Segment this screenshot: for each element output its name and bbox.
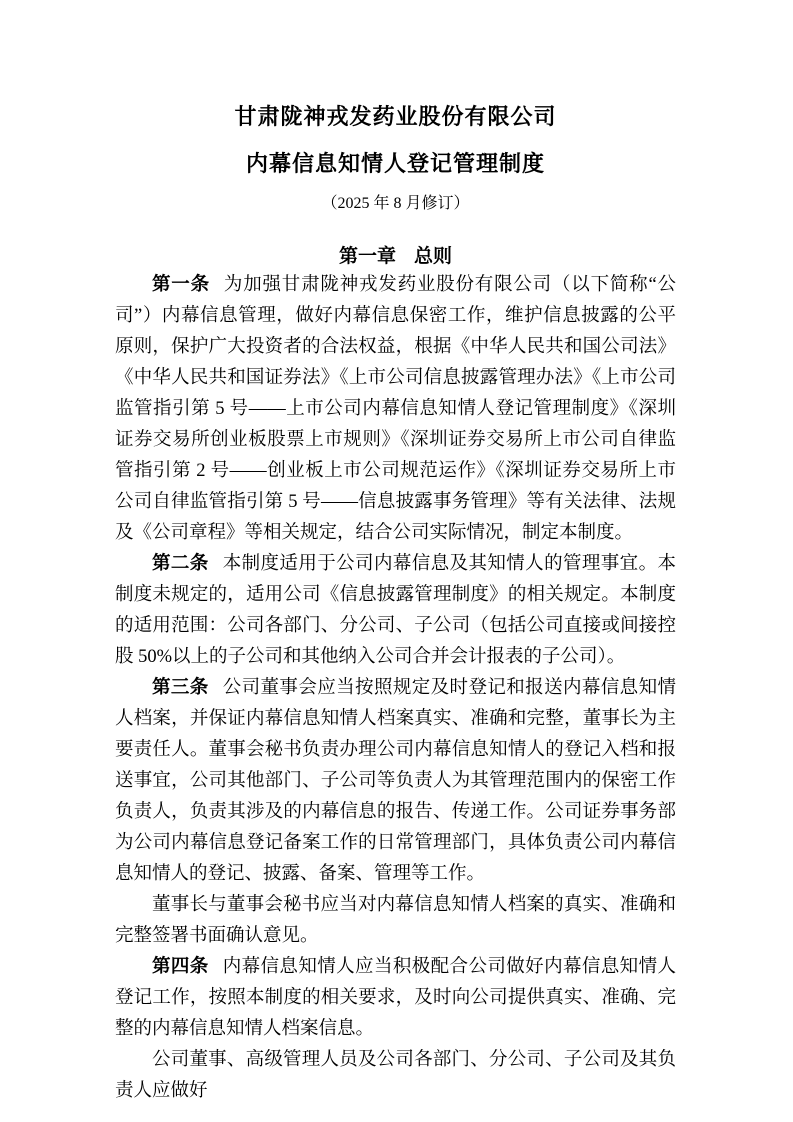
paragraph-article-1 [115, 270, 676, 549]
chapter-number: 第一章 [338, 246, 396, 267]
chapter-title: 总则 [414, 246, 453, 267]
paragraph-article-4-continued [115, 1045, 676, 1107]
article-3b-text: 董事长与董事会秘书应当对内幕信息知情人档案的真实、准确和完整签署书面确认意见。 [115, 895, 676, 946]
paragraph-article-3-continued [115, 890, 676, 952]
article-2-text: 本制度适用于公司内幕信息及其知情人的管理事宜。本制度未规定的，适用公司《信息披露管理制度》的相关规定。本制度的适用范围：公司各部门、分公司、子公司（包括公司直接或间接控股 50%以上的子公司和其他纳入公司合并会计报表的子公司）。 [115, 554, 676, 667]
article-4-text: 内幕信息知情人应当积极配合公司做好内幕信息知情人登记工作，按照本制度的相关要求，及时向公司提供真实、准确、完整的内幕信息知情人档案信息。 [115, 957, 676, 1039]
document-title: 甘肃陇神戎发药业股份有限公司 [234, 104, 557, 129]
paragraph-article-2 [115, 549, 676, 673]
document-subtitle: 内幕信息知情人登记管理制度 [245, 151, 545, 176]
revision-note: （2025 年 8 月修订） [321, 195, 470, 212]
chapter-heading [115, 244, 676, 270]
article-1-label: 第一条 [152, 275, 210, 295]
article-3-label: 第三条 [152, 678, 209, 698]
article-4-label: 第四条 [152, 957, 209, 977]
article-1-text: 为加强甘肃陇神戎发药业股份有限公司（以下简称“公司”）内幕信息管理，做好内幕信息保密工作，维护信息披露的公平原则，保护广大投资者的合法权益，根据《中华人民共和国公司法》《中华人民共和国证券法》《上市公司信息披露管理办法》《上市公司监管指引第 5 号——上市公司内幕信息知情人登记管理制度》《深圳证券交易所创业板股票上市规则》《深圳证券交易所上市公司自律监管指引第 2 号——创业板上市公司规范运作》《深圳证券交易所上市公司自律监管指引第 5 号——信息披露事务管理》等有关法律、法规及《公司章程》等相关规定，结合公司实际情况，制定本制度。 [115, 275, 676, 543]
article-3-text: 公司董事会应当按照规定及时登记和报送内幕信息知情人档案，并保证内幕信息知情人档案真实、准确和完整，董事长为主要责任人。董事会秘书负责办理公司内幕信息知情人的登记入档和报送事宜，公司其他部门、子公司等负责人为其管理范围内的保密工作负责人，负责其涉及的内幕信息的报告、传递工作。公司证券事务部为公司内幕信息登记备案工作的日常管理部门，具体负责公司内幕信息知情人的登记、披露、备案、管理等工作。 [115, 678, 676, 884]
paragraph-article-3 [115, 673, 676, 890]
paragraph-article-4 [115, 952, 676, 1045]
document-body [115, 270, 676, 1107]
article-4b-text: 公司董事、高级管理人员及公司各部门、分公司、子公司及其负责人应做好 [115, 1050, 676, 1101]
article-2-label: 第二条 [152, 554, 209, 574]
